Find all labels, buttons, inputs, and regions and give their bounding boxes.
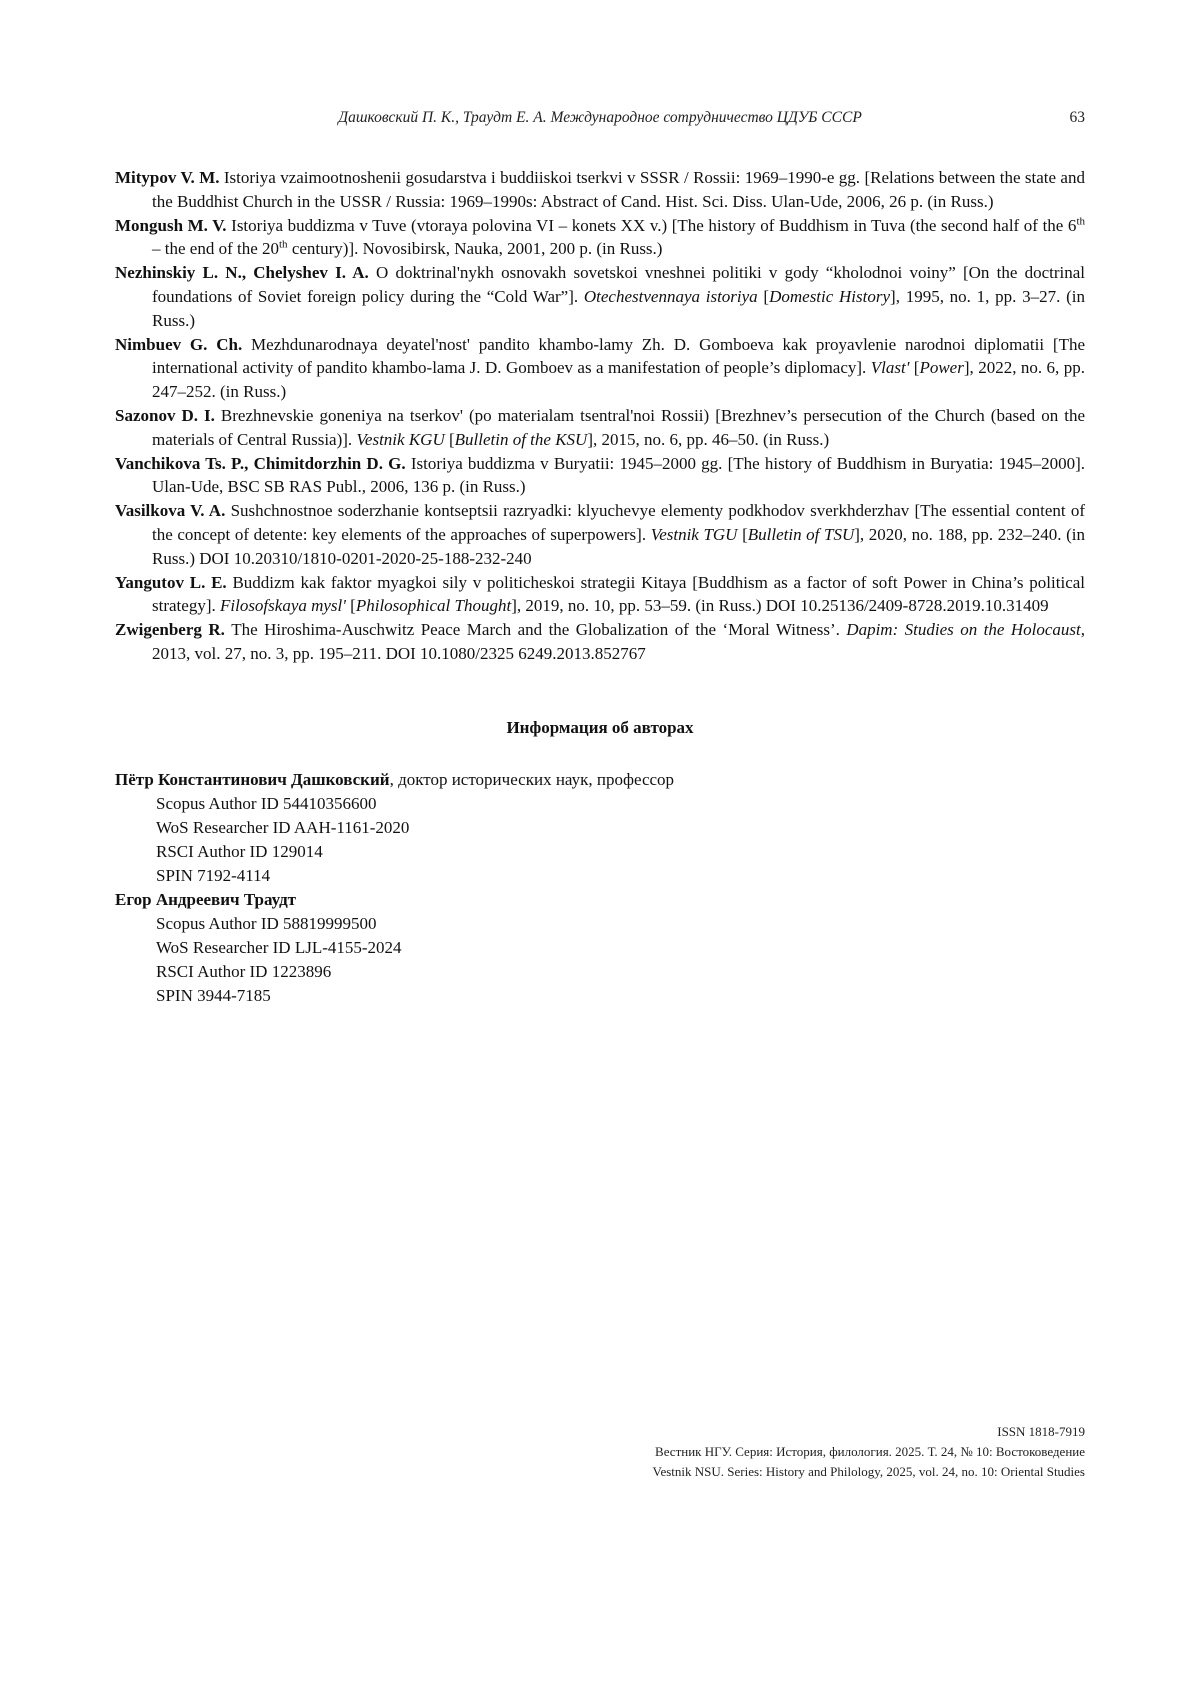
reference-list xyxy=(115,166,1085,666)
reference-text-segment: Filosofskaya mysl' xyxy=(219,596,346,616)
reference-text-segment: Power xyxy=(919,358,964,378)
author-name: Пётр Константинович Дашковский xyxy=(115,769,390,789)
reference-text-segment: [ xyxy=(909,358,920,378)
reference-text-segment: th xyxy=(279,238,288,251)
reference-text-segment: The Hiroshima-Auschwitz Peace March and the Globalization of the ‘Moral Witness’. xyxy=(231,620,847,640)
reference-text-segment: Sushchnostnoe soderzhanie kontseptsii razryadki: klyuchevye elementy podkhodov sverkhderzhav [The essential content of the concept of detente: key elements of the approaches of superpowers]. xyxy=(152,501,1085,544)
author-id-line: SPIN 7192-4114 xyxy=(156,865,271,885)
reference-text-segment: Vlast' xyxy=(870,358,910,378)
footer-issn: ISSN 1818-7919 xyxy=(997,1424,1085,1439)
reference-item xyxy=(115,618,1085,666)
reference-text-segment: Nezhinskiy L. N., Chelyshev I. A. xyxy=(115,263,376,283)
reference-text-segment: Yangutov L. E. xyxy=(115,572,233,592)
footer-line-russian: Вестник НГУ. Серия: История, филология. 2025. Т. 24, № 10: Востоковедение xyxy=(655,1444,1085,1459)
reference-item xyxy=(115,261,1085,332)
reference-text-segment: Brezhnevskie goneniya na tserkov' (po materialam tsentral'noi Rossii) [Brezhnev’s persecution of the Church (based on the materials of Central Russia)]. xyxy=(152,405,1085,449)
reference-text-segment: ], 2015, no. 6, pp. 46–50. (in Russ.) xyxy=(587,429,830,449)
author-name-line xyxy=(115,888,1085,912)
reference-text-segment: Vasilkova V. A. xyxy=(115,501,231,521)
reference-text-segment: Otechestvennaya istoriya xyxy=(583,286,758,306)
author-degree: , доктор исторических наук, профессор xyxy=(389,769,675,789)
reference-text-segment: Istoriya vzaimootnoshenii gosudarstva i buddiiskoi tserkvi v SSSR / Rossii: 1969–1990-e gg. [Relations between the state and the Buddhist Church in the USSR / Russia: 1969–1990s: Abstract of Cand. Hist. Sci. Diss. Ulan-Ude, 2006, 26 p. (in Russ.) xyxy=(152,168,1085,211)
reference-text-segment: ], 2022, no. 6, pp. 247–252. (in Russ.) xyxy=(152,358,1085,402)
reference-text-segment: [ xyxy=(444,429,455,449)
author-entry xyxy=(115,888,1085,1008)
reference-text-segment: Vestnik KGU xyxy=(356,429,445,449)
author-entry xyxy=(115,768,1085,888)
reference-text-segment: Mezhdunarodnaya deyatel'nost' pandito khambo-lamy Zh. D. Gomboeva kak proyavlenie narodnoi diplomatii [The international activity of pandito khambo-lama J. D. Gomboev as a manifestation of people’s diplomacy]. xyxy=(152,334,1085,378)
reference-text-segment: Mongush M. V. xyxy=(115,215,232,235)
reference-text-segment: Buddizm kak faktor myagkoi sily v politicheskoi strategii Kitaya [Buddhism as a factor of soft Power in China’s political strategy]. xyxy=(152,572,1086,616)
reference-item xyxy=(115,499,1085,570)
reference-text-segment: Istoriya buddizma v Buryatii: 1945–2000 gg. [The history of Buddhism in Buryatia: 1945–2000]. Ulan-Ude, BSC SB RAS Publ., 2006, 136 p. (in Russ.) xyxy=(152,453,1085,497)
reference-text-segment: [ xyxy=(737,524,748,544)
reference-text-segment: ], 1995, no. 1, pp. 3–27. (in Russ.) xyxy=(152,286,1086,330)
reference-item xyxy=(115,404,1085,452)
reference-item xyxy=(115,214,1085,262)
reference-text-segment: Vanchikova Ts. P., Chimitdorzhin D. G. xyxy=(115,453,411,473)
author-id-line: RSCI Author ID 1223896 xyxy=(156,961,332,981)
reference-text-segment: Bulletin of the KSU xyxy=(454,429,588,449)
running-header xyxy=(115,108,1085,128)
reference-text-segment: ], 2019, no. 10, pp. 53–59. (in Russ.) DOI 10.25136/2409-8728.2019.10.31409 xyxy=(511,596,1049,616)
reference-text-segment: Sazonov D. I. xyxy=(115,405,221,425)
author-name: Егор Андреевич Траудт xyxy=(115,889,297,909)
author-id-line: Scopus Author ID 58819999500 xyxy=(156,913,377,933)
reference-text-segment: th xyxy=(1076,214,1085,227)
reference-item xyxy=(115,452,1085,500)
reference-text-segment: Domestic History xyxy=(769,286,891,306)
reference-item xyxy=(115,571,1085,619)
reference-item xyxy=(115,333,1085,404)
author-id-line: WoS Researcher ID AAH-1161-2020 xyxy=(156,817,410,837)
footer-line-english: Vestnik NSU. Series: History and Philology, 2025, vol. 24, no. 10: Oriental Studies xyxy=(652,1464,1085,1479)
reference-text-segment: Istoriya buddizma v Tuve (vtoraya polovina VI – konets XX v.) [The history of Buddhism in Tuva (the second half of the 6 xyxy=(231,215,1077,235)
reference-text-segment: Zwigenberg R. xyxy=(115,620,232,640)
authors-list xyxy=(115,768,1085,1008)
author-id-line: Scopus Author ID 54410356600 xyxy=(156,793,377,813)
reference-text-segment: ], 2020, no. 188, pp. 232–240. (in Russ.) DOI 10.20310/1810-0201-2020-25-188-232-240 xyxy=(152,524,1085,568)
author-name-line xyxy=(115,768,1085,792)
reference-text-segment: century)]. Novosibirsk, Nauka, 2001, 200 p. (in Russ.) xyxy=(287,239,663,259)
reference-text-segment: [ xyxy=(345,596,356,616)
running-title: Дашковский П. К., Траудт Е. А. Международное сотрудничество ЦДУБ СССР xyxy=(338,109,862,126)
author-id-line: SPIN 3944-7185 xyxy=(156,985,271,1005)
author-id-line: RSCI Author ID 129014 xyxy=(156,841,323,861)
page-number: 63 xyxy=(1069,109,1085,126)
author-id-line: WoS Researcher ID LJL-4155-2024 xyxy=(156,937,402,957)
authors-section-heading: Информация об авторах xyxy=(506,717,694,737)
reference-text-segment: Philosophical Thought xyxy=(355,596,512,616)
reference-text-segment: Dapim: Studies on the Holocaust xyxy=(846,620,1081,640)
reference-text-segment: Bulletin of TSU xyxy=(747,524,855,544)
reference-text-segment: Mitypov V. M. xyxy=(115,168,224,187)
reference-text-segment: O doktrinal'nykh osnovakh sovetskoi vneshnei politiki v gody “kholodnoi voiny” [On the doctrinal foundations of Soviet foreign policy during the “Cold War”]. xyxy=(152,263,1085,306)
page-footer xyxy=(653,1422,1085,1482)
reference-text-segment: Nimbuev G. Ch. xyxy=(115,334,252,354)
reference-text-segment: , 2013, vol. 27, no. 3, pp. 195–211. DOI 10.1080/2325 6249.2013.852767 xyxy=(152,620,1085,663)
reference-text-segment: [ xyxy=(757,286,770,306)
reference-item xyxy=(115,166,1085,214)
reference-text-segment: Vestnik TGU xyxy=(650,524,738,544)
reference-text-segment: – the end of the 20 xyxy=(152,239,279,259)
